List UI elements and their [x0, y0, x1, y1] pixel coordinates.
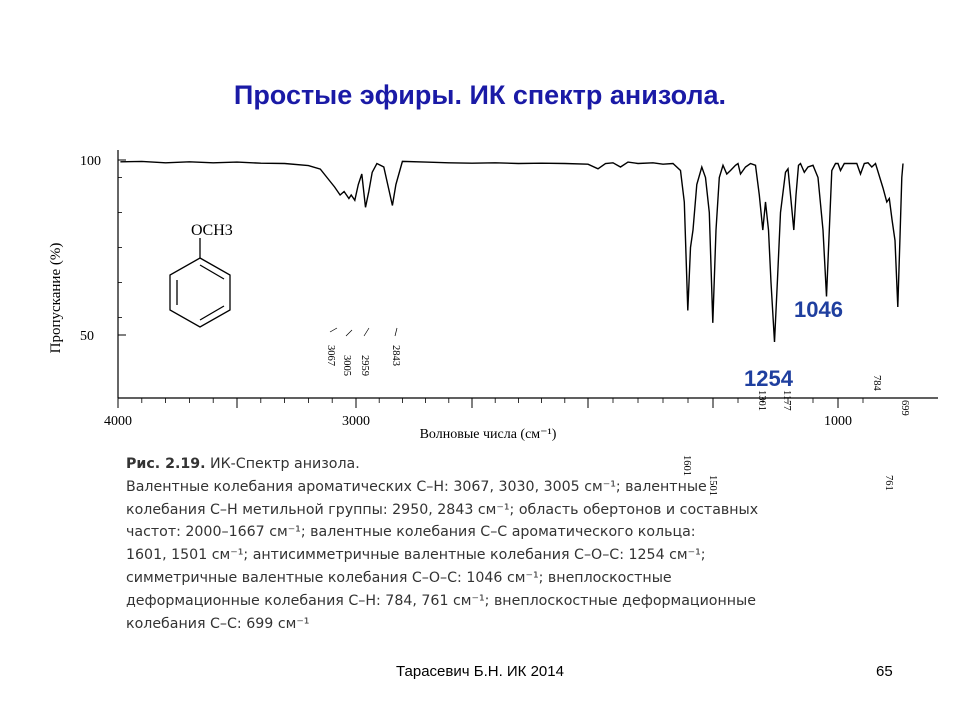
peak-leader	[346, 330, 352, 336]
anisole-structure	[170, 222, 233, 327]
peak-label-text: 784	[871, 375, 882, 391]
highlight-peak-label: 1046	[794, 297, 843, 322]
highlight-peak-label: 1254	[744, 366, 793, 391]
methoxy-label: OCH3	[191, 222, 233, 239]
peak-leader	[364, 328, 369, 336]
caption-fig-number: Рис. 2.19.	[126, 456, 206, 472]
caption-line: частот: 2000–1667 см⁻¹; валентные колебания С–С ароматического кольца:	[126, 524, 696, 541]
caption-line: деформационные колебания С–Н: 784, 761 см⁻¹; внеплоскостные деформационные	[126, 592, 756, 609]
slide-title: Простые эфиры. ИК спектр анизола.	[233, 80, 727, 110]
page-number: 65	[876, 663, 893, 680]
caption-fig-title: ИК-Спектр анизола.	[205, 456, 360, 472]
peak-label	[781, 390, 792, 411]
ring-double-bond	[200, 265, 224, 279]
peak-label-text: 699	[899, 400, 910, 416]
peak-label	[899, 400, 910, 416]
peak-label-text: 1601	[681, 455, 692, 476]
x-axis-label: Волновые числа (см⁻¹)	[419, 427, 557, 442]
peak-label	[341, 355, 352, 376]
peak-label-text: 3067	[325, 345, 336, 366]
series-line	[120, 161, 903, 342]
caption-line: колебания С–Н метильной группы: 2950, 2843 см⁻¹; область обертонов и составных	[126, 501, 759, 518]
peak-label	[871, 375, 882, 392]
peak-label-text: 761	[883, 475, 894, 491]
caption-line: симметричные валентные колебания С–О–С: 1046 см⁻¹; внеплоскостные	[126, 569, 672, 586]
peak-label	[325, 345, 336, 366]
peak-label-text: 2959	[359, 355, 370, 376]
y-tick-label: 50	[80, 329, 94, 344]
peak-label-text: 2843	[390, 345, 401, 366]
x-tick-label: 1000	[824, 414, 852, 429]
caption-heading	[126, 453, 906, 476]
ring-double-bond	[200, 306, 224, 320]
x-tick-label: 3000	[342, 414, 370, 429]
peak-label-text: 1301	[756, 390, 767, 411]
caption-line: колебания С–С: 699 см⁻¹	[126, 615, 310, 632]
peak-label	[359, 355, 370, 376]
peak-label-text: 1501	[707, 475, 718, 496]
y-axis-label: Пропускание (%)	[48, 242, 64, 354]
peak-leader	[330, 328, 337, 332]
x-tick-label: 4000	[104, 414, 132, 429]
peak-label	[390, 345, 401, 366]
y-tick-label: 100	[80, 154, 101, 169]
figure-caption	[126, 453, 906, 635]
peak-label-text: 3005	[341, 355, 352, 376]
peak-label	[756, 390, 767, 411]
benzene-ring	[170, 258, 230, 327]
footer-author: Тарасевич Б.Н. ИК 2014	[396, 663, 564, 680]
peak-leader	[395, 328, 397, 336]
caption-line: Валентные колебания ароматических С–Н: 3067, 3030, 3005 см⁻¹; валентные	[126, 478, 707, 495]
peak-label-text: 1177	[781, 390, 792, 411]
caption-line: 1601, 1501 см⁻¹; антисимметричные валентные колебания С–О–С: 1254 см⁻¹;	[126, 547, 706, 564]
